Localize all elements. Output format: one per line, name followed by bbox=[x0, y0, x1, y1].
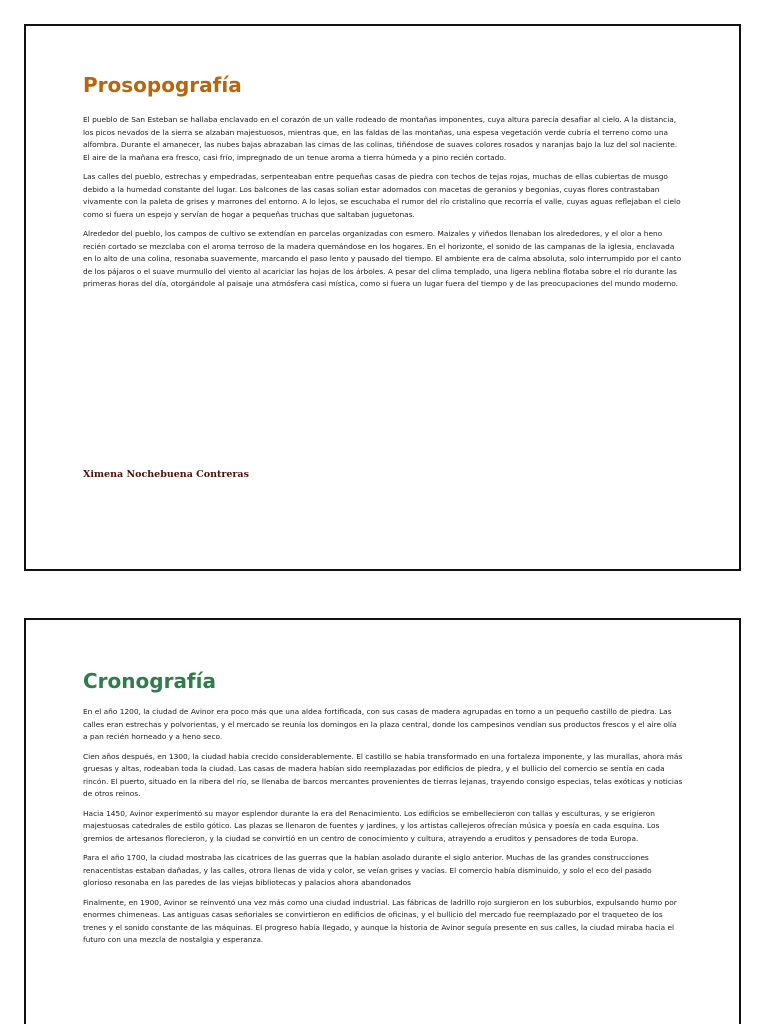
cronografia-paragraph-3: Hacia 1450, Avinor experimentó su mayor esplendor durante la era del Renacimiento. Los edificios se embellecieron con tallas y esculturas, y se erigieron majestuosas catedrales de estilo gótico. Las plazas se llenaron de fuentes y jardines, y los artistas callejeros ofrecían música y poesía en cada esquina. Los gremios de artesanos florecieron, y la ciudad se convirtió en un centro de conocimiento y cultura, atrayendo a eruditos y pensadores de toda Europa. bbox=[83, 808, 660, 843]
prosopografia-paragraph-2: Las calles del pueblo, estrechas y empedradas, serpenteaban entre pequeñas casas de piedra con techos de tejas rojas, muchas de ellas cubiertas de musgo debido a la humedad constante del lugar. Los balcones de las casas solían estar adornados con macetas de geranios y begonias, cuyas flores contrastaban vivamente con la paleta de grises y marrones del entorno. A lo lejos, se escuchaba el rumor del río cristalino que recorría el valle, cuyas aguas reflejaban el cielo como si fuera un espejo y servían de hogar a pequeñas truchas que saltaban juguetonas. bbox=[83, 172, 681, 219]
prosopografia-body bbox=[83, 114, 683, 298]
author-signature: Ximena Nochebuena Contreras bbox=[83, 469, 249, 480]
prosopografia-paragraph-1: El pueblo de San Esteban se hallaba enclavado en el corazón de un valle rodeado de montañas imponentes, cuya altura parecía desafiar al cielo. A la distancia, los picos nevados de la sierra se alzaban majestuosos, mientras que, en las faldas de las montañas, una espesa vegetación verde cubría el terreno como una alfombra. Durante el amanecer, las nubes bajas abrazaban las cimas de las colinas, tiñéndose de suaves colores rosados y naranjas bajo la luz del sol naciente. El aire de la mañana era fresco, casi frío, impregnado de un tenue aroma a tierra húmeda y a pino recién cortado. bbox=[83, 115, 678, 162]
cronografia-body bbox=[83, 706, 683, 954]
cronografia-page bbox=[24, 618, 741, 1024]
cronografia-paragraph-2: Cien años después, en 1300, la ciudad había crecido considerablemente. El castillo se había transformado en una fortaleza imponente, y las murallas, ahora más gruesas y altas, rodeaban toda la ciudad. Las casas de madera habían sido reemplazadas por edificios de piedra, y el bullicio del comercio se sentía en cada rincón. El puerto, situado en la ribera del río, se llenaba de barcos mercantes provenientes de tierras lejanas, trayendo consigo especias, telas exóticas y noticias de otros reinos. bbox=[83, 751, 683, 798]
prosopografia-title: Prosopografía bbox=[83, 73, 242, 97]
cronografia-paragraph-1: En el año 1200, la ciudad de Avinor era poco más que una aldea fortificada, con sus casas de madera agrupadas en torno a un pequeño castillo de piedra. Las calles eran estrechas y polvorientas, y el mercado se reunía los domingos en la plaza central, donde los campesinos vendían sus productos frescos y el aire olía a pan recién horneado y a heno seco. bbox=[83, 707, 677, 741]
cronografia-title: Cronografía bbox=[83, 669, 216, 693]
cronografia-paragraph-4: Para el año 1700, la ciudad mostraba las cicatrices de las guerras que la habían asolado durante el siglo anterior. Muchas de las grandes construcciones renacentistas estaban dañadas, y las calles, otrora llenas de vida y color, se veían grises y vacías. El comercio había disminuido, y solo el eco del pasado glorioso resonaba en las paredes de las viejas bibliotecas y palacios ahora abandonados bbox=[83, 853, 652, 887]
prosopografia-paragraph-3: Alrededor del pueblo, los campos de cultivo se extendían en parcelas organizadas con esmero. Maizales y viñedos llenaban los alrededores, y el olor a heno recién cortado se mezclaba con el aroma terroso de la madera quemándose en los hogares. En el horizonte, el sonido de las campanas de la iglesia, enclavada en lo alto de una colina, resonaba suavemente, marcando el paso lento y pausado del tiempo. El ambiente era de calma absoluta, solo interrumpido por el canto de los pájaros o el suave murmullo del viento al acariciar las hojas de los árboles. A pesar del clima templado, una ligera neblina flotaba sobre el río durante las primeras horas del día, otorgándole al paisaje una atmósfera casi mística, como si fuera un lugar fuera del tiempo y de las preocupaciones del mundo moderno. bbox=[83, 229, 682, 288]
cronografia-paragraph-5: Finalmente, en 1900, Avinor se reinventó una vez más como una ciudad industrial. Las fábricas de ladrillo rojo surgieron en los suburbios, expulsando humo por enormes chimeneas. Las antiguas casas señoriales se convirtieron en edificios de oficinas, y el bullicio del mercado fue reemplazado por el traqueteo de los trenes y el sonido constante de las máquinas. El progreso había llegado, y aunque la historia de Avinor seguía presente en sus calles, la ciudad miraba hacia el futuro con una mezcla de nostalgia y esperanza. bbox=[83, 897, 677, 944]
prosopografia-page bbox=[24, 24, 741, 571]
